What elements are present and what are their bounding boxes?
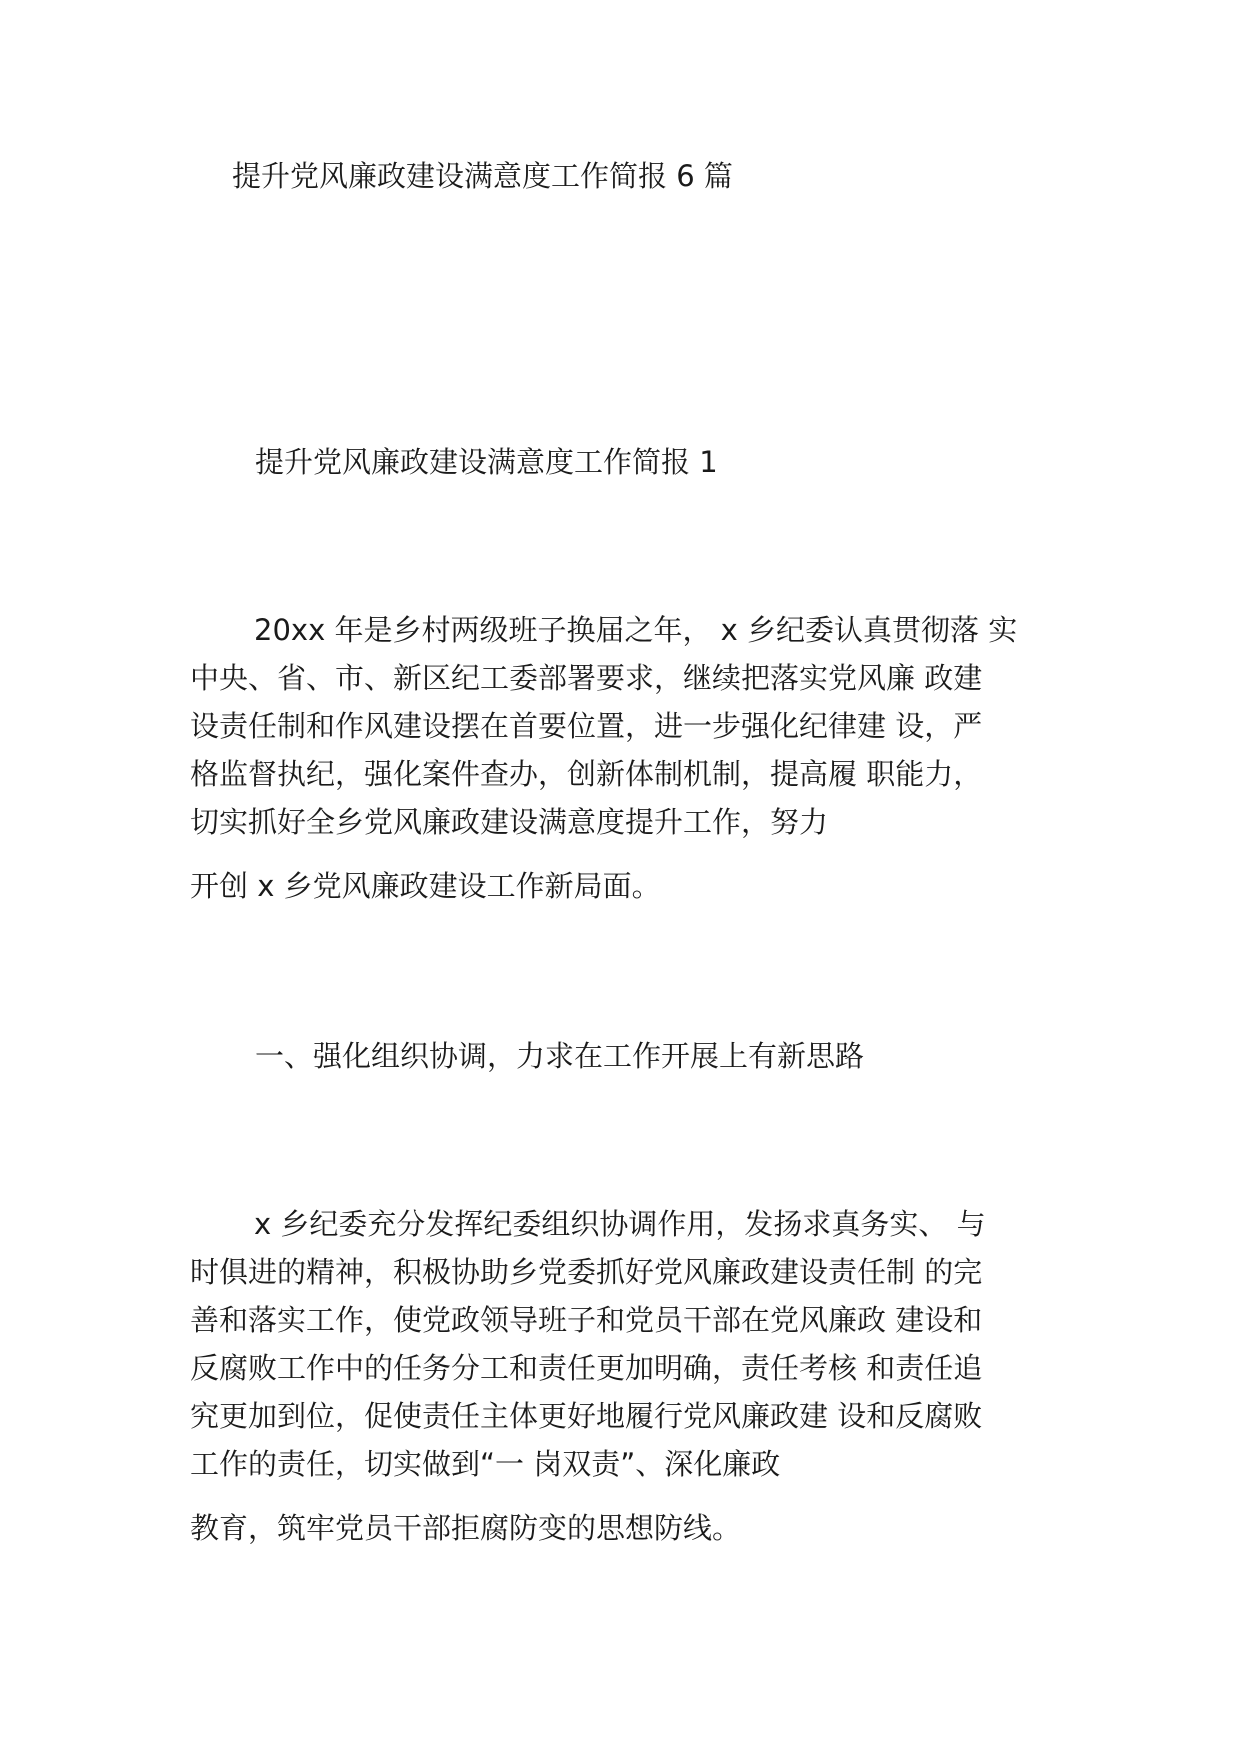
section-subtitle: 提升党风廉政建设满意度工作简报 1 (255, 445, 718, 479)
paragraph-2 (190, 1200, 1070, 1488)
paragraph-line: 设责任制和作风建设摆在首要位置，进一步强化纪律建 设，严 (190, 709, 983, 743)
paragraph-2-tail: 教育，筑牢党员干部拒腐防变的思想防线。 (190, 1511, 742, 1545)
paragraph-line: 善和落实工作，使党政领导班子和党员干部在党风廉政 建设和 (190, 1303, 983, 1337)
paragraph-line: 20xx 年是乡村两级班子换届之年， x 乡纪委认真贯彻落 实 (254, 613, 1018, 647)
paragraph-line: 反腐败工作中的任务分工和责任更加明确，责任考核 和责任追 (190, 1351, 983, 1385)
document-title: 提升党风廉政建设满意度工作简报 6 篇 (232, 159, 733, 193)
paragraph-line: 时俱进的精神，积极协助乡党委抓好党风廉政建设责任制 的完 (190, 1255, 983, 1289)
paragraph-line: 究更加到位，促使责任主体更好地履行党风廉政建 设和反腐败 (190, 1399, 983, 1433)
paragraph-line: 切实抓好全乡党风廉政建设满意度提升工作，努力 (190, 805, 829, 839)
paragraph-line: 工作的责任，切实做到“一 岗双责”、深化廉政 (190, 1447, 781, 1481)
section-heading: 一、强化组织协调，力求在工作开展上有新思路 (255, 1039, 865, 1073)
paragraph-1 (190, 606, 1070, 846)
paragraph-line: 中央、省、市、新区纪工委部署要求，继续把落实党风廉 政建 (190, 661, 983, 695)
paragraph-line: 格监督执纪，强化案件查办，创新体制机制，提高履 职能力， (190, 757, 983, 791)
paragraph-line: x 乡纪委充分发挥纪委组织协调作用，发扬求真务实、 与 (254, 1207, 986, 1241)
paragraph-1-tail: 开创 x 乡党风廉政建设工作新局面。 (190, 869, 661, 903)
